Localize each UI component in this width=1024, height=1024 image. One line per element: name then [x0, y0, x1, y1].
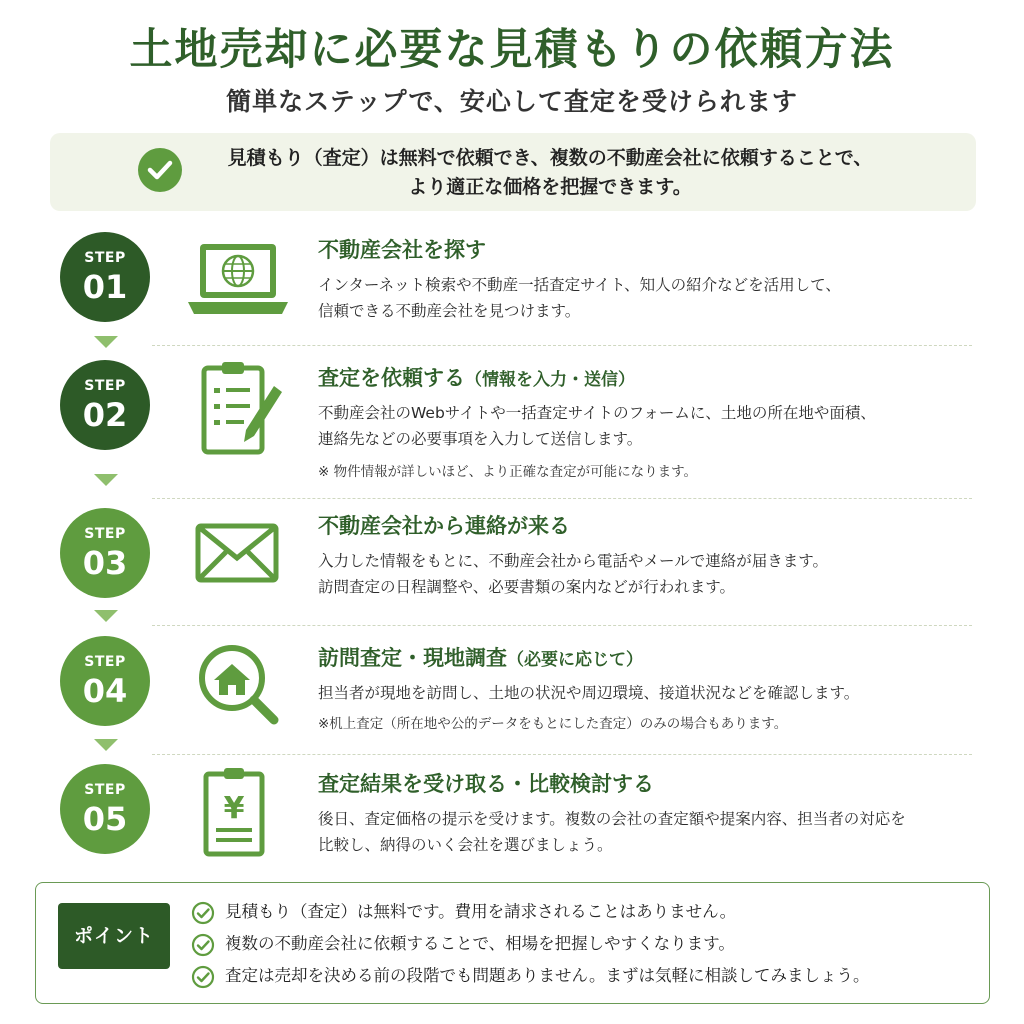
step-desc-line: 信頼できる不動産会社を見つけます。: [318, 302, 581, 320]
check-circle-icon: [191, 901, 215, 925]
step-badge-2: [60, 360, 150, 450]
laptop-globe-icon: [186, 238, 290, 328]
step-label: STEP: [84, 378, 126, 394]
step-title: [318, 770, 654, 798]
yen-document-icon: [186, 766, 290, 858]
step-title-main: 査定結果を受け取る・比較検討する: [318, 772, 654, 796]
check-circle-icon: [138, 148, 182, 192]
page-title: 土地売却に必要な見積もりの依頼方法: [129, 25, 895, 75]
arrow-down-icon: [94, 474, 118, 486]
step-title: [318, 364, 635, 394]
step-number: 05: [82, 800, 128, 838]
step-title: [318, 644, 643, 674]
step-desc-line: 比較し、納得のいく会社を選びましょう。: [318, 836, 613, 854]
notice-line-1: 見積もり（査定）は無料で依頼でき、複数の不動産会社に依頼することで、: [227, 147, 873, 169]
step-title-main: 訪問査定・現地調査: [318, 646, 507, 670]
clipboard-pen-icon: [186, 360, 290, 456]
step-title-main: 査定を依頼する: [318, 366, 465, 390]
divider: [152, 345, 972, 346]
step-desc-line: 連絡先などの必要事項を入力して送信します。: [318, 430, 643, 448]
step-desc-line: インターネット検索や不動産一括査定サイト、知人の紹介などを活用して、: [318, 276, 841, 294]
step-title-main: 不動産会社を探す: [318, 238, 486, 262]
step-desc-line: 担当者が現地を訪問し、土地の状況や周辺環境、接道状況などを確認します。: [318, 684, 860, 702]
arrow-down-icon: [94, 336, 118, 348]
point-text: 見積もり（査定）は無料です。費用を請求されることはありません。: [225, 902, 737, 921]
arrow-down-icon: [94, 739, 118, 751]
step-badge-4: [60, 636, 150, 726]
house-magnifier-icon: [186, 640, 290, 730]
step-desc: [318, 400, 876, 452]
arrow-down-icon: [94, 610, 118, 622]
point-text: 複数の不動産会社に依頼することで、相場を把握しやすくなります。: [225, 934, 735, 953]
step-desc-line: 訪問査定の日程調整や、必要書類の案内などが行われます。: [318, 578, 735, 596]
step-number: 04: [82, 672, 128, 710]
svg-text:¥: ¥: [223, 791, 245, 826]
step-desc-line: 入力した情報をもとに、不動産会社から電話やメールで連絡が届きます。: [318, 552, 828, 570]
points-tag: ポイント: [58, 903, 170, 969]
step-title-paren: （必要に応じて）: [507, 650, 643, 670]
step-label: STEP: [84, 526, 126, 542]
step-number: 01: [82, 268, 128, 306]
divider: [152, 625, 972, 626]
envelope-icon: [186, 518, 290, 608]
check-circle-icon: [191, 965, 215, 989]
step-badge-1: [60, 232, 150, 322]
notice-line-2: より適正な価格を把握できます。: [408, 176, 692, 198]
step-desc: [318, 680, 859, 706]
step-note: ※ 物件情報が詳しいほど、より正確な査定が可能になります。: [318, 464, 698, 480]
step-badge-3: [60, 508, 150, 598]
step-note: ※机上査定（所在地や公的データをもとにした査定）のみの場合もあります。: [318, 716, 788, 732]
points-box: [35, 882, 990, 1004]
step-title-paren: （情報を入力・送信）: [465, 370, 635, 390]
step-label: STEP: [84, 654, 126, 670]
divider: [152, 498, 972, 499]
divider: [152, 754, 972, 755]
point-text: 査定は売却を決める前の段階でも問題ありません。まずは気軽に相談してみましょう。: [225, 966, 870, 985]
step-title: [318, 236, 486, 264]
step-desc: [318, 272, 841, 324]
step-label: STEP: [84, 250, 126, 266]
step-desc: [318, 548, 828, 600]
step-label: STEP: [84, 782, 126, 798]
notice-box: [50, 133, 976, 211]
step-desc-line: 後日、査定価格の提示を受けます。複数の会社の査定額や提案内容、担当者の対応を: [318, 810, 906, 828]
check-circle-icon: [191, 933, 215, 957]
notice-text: [190, 144, 910, 202]
step-title-main: 不動産会社から連絡が来る: [318, 514, 570, 538]
step-desc-line: 不動産会社のWebサイトや一括査定サイトのフォームに、土地の所在地や面積、: [318, 404, 876, 422]
step-badge-5: [60, 764, 150, 854]
step-desc: [318, 806, 906, 858]
step-number: 03: [82, 544, 128, 582]
page-subtitle: 簡単なステップで、安心して査定を受けられます: [226, 87, 798, 116]
step-title: [318, 512, 570, 540]
step-number: 02: [82, 396, 128, 434]
